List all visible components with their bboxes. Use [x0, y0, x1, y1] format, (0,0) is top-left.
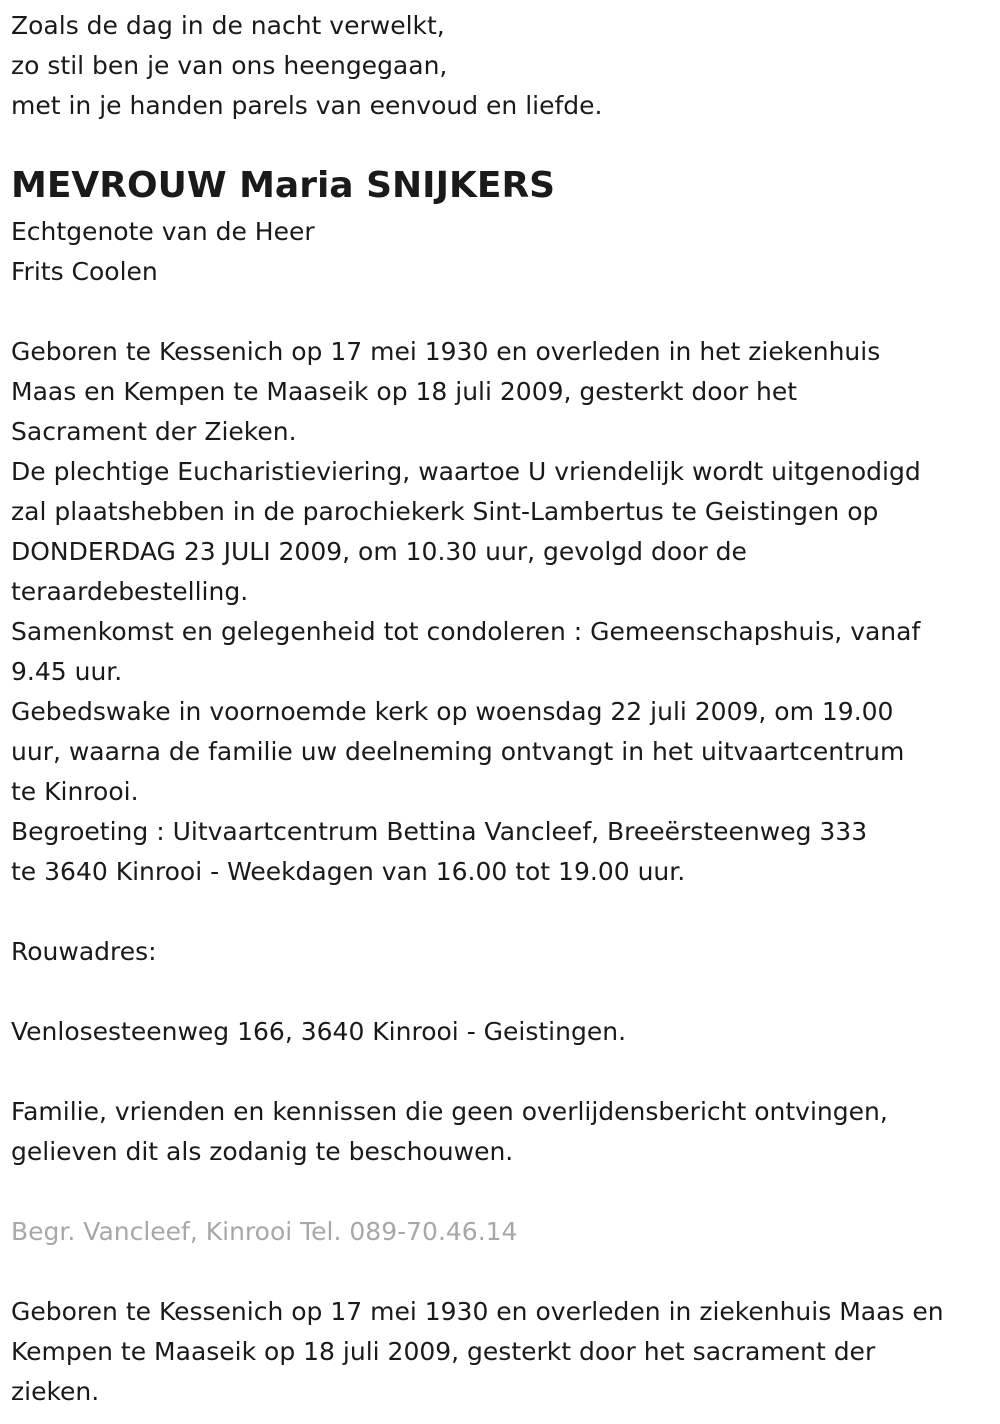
- announcement-body: [11, 332, 1000, 892]
- body-line: Gebedswake in voornoemde kerk op woensdag 22 juli 2009, om 19.00: [11, 697, 894, 726]
- spacer: [11, 1172, 1000, 1212]
- spacer: [11, 292, 1000, 332]
- deceased-name: MEVROUW Maria SNIJKERS: [11, 165, 556, 206]
- summary-line: zieken.: [11, 1377, 100, 1406]
- poem: [11, 6, 1000, 126]
- spacer: [11, 892, 1000, 932]
- undertaker-contact: Begr. Vancleef, Kinrooi Tel. 089-70.46.14: [11, 1217, 518, 1246]
- summary-line: Kempen te Maaseik op 18 juli 2009, gesterkt door het sacrament der: [11, 1337, 876, 1366]
- body-line: Maas en Kempen te Maaseik op 18 juli 2009, gesterkt door het: [11, 377, 798, 406]
- body-line: teraardebestelling.: [11, 577, 249, 606]
- body-line: De plechtige Eucharistieviering, waartoe U vriendelijk wordt uitgenodigd: [11, 457, 921, 486]
- body-line: Geboren te Kessenich op 17 mei 1930 en overleden in het ziekenhuis: [11, 337, 881, 366]
- summary: [11, 1292, 1000, 1412]
- address-label: Rouwadres:: [11, 937, 157, 966]
- notice: [11, 1092, 1000, 1172]
- body-line: Samenkomst en gelegenheid tot condoleren : Gemeenschapshuis, vanaf: [11, 617, 921, 646]
- mourning-address: Venlosesteenweg 166, 3640 Kinrooi - Geistingen.: [11, 1017, 627, 1046]
- body-line: zal plaatshebben in de parochiekerk Sint-Lambertus te Geistingen op: [11, 497, 879, 526]
- body-line: 9.45 uur.: [11, 657, 123, 686]
- body-line: DONDERDAG 23 JULI 2009, om 10.30 uur, gevolgd door de: [11, 537, 747, 566]
- spouse-line: Frits Coolen: [11, 257, 158, 286]
- poem-line: Zoals de dag in de nacht verwelkt,: [11, 11, 445, 40]
- body-line: te Kinrooi.: [11, 777, 139, 806]
- spacer: [11, 972, 1000, 1012]
- spouse-line: Echtgenote van de Heer: [11, 217, 315, 246]
- spouse-info: [11, 212, 1000, 292]
- body-line: Begroeting : Uitvaartcentrum Bettina Vancleef, Breeërsteenweg 333: [11, 817, 868, 846]
- poem-line: met in je handen parels van eenvoud en liefde.: [11, 91, 603, 120]
- body-line: te 3640 Kinrooi - Weekdagen van 16.00 tot 19.00 uur.: [11, 857, 686, 886]
- spacer: [11, 1052, 1000, 1092]
- body-line: uur, waarna de familie uw deelneming ontvangt in het uitvaartcentrum: [11, 737, 905, 766]
- summary-line: Geboren te Kessenich op 17 mei 1930 en overleden in ziekenhuis Maas en: [11, 1297, 944, 1326]
- notice-line: Familie, vrienden en kennissen die geen overlijdensbericht ontvingen,: [11, 1097, 888, 1126]
- poem-line: zo stil ben je van ons heengegaan,: [11, 51, 448, 80]
- spacer: [11, 1252, 1000, 1292]
- notice-line: gelieven dit als zodanig te beschouwen.: [11, 1137, 514, 1166]
- body-line: Sacrament der Zieken.: [11, 417, 297, 446]
